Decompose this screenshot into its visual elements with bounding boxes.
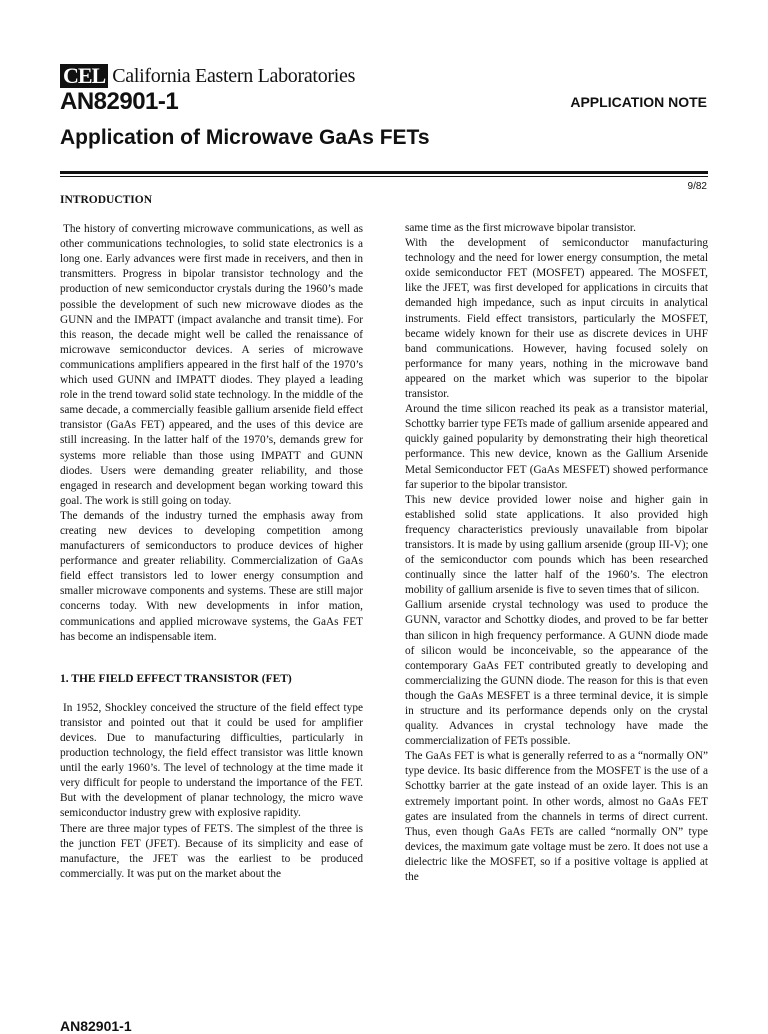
right-paragraph-6: The GaAs FET is what is generally referred to as a “normally ON” type device. Its basic difference from the MOSFET is the use of a Schottky barrier at the gate instead of an oxide layer. This is an extremely important point. In other words, almost no GaAs FET gates are insulated from the channels in terms of direct current. Thus, even though GaAs FETs are called “normally ON” type devices, the maximum gate voltage must be zero. It does not use a dielectric like the MOSFET, so if a positive voltage is applied at the — [405, 750, 708, 884]
right-paragraph-1: same time as the first microwave bipolar transistor. — [405, 222, 636, 234]
company-logo — [60, 62, 355, 90]
document-number: AN82901-1 — [60, 88, 179, 115]
page-footer: AN82901-1 — [60, 1018, 132, 1034]
section-1-paragraph-1: In 1952, Shockley conceived the structure of the field effect type transistor and pointed out that it could be used for amplifier devices. Due to manufacturing difficulties, particularly in production technology, the field effect transistor was little known until the early 1960’s. The level of technology at the time made it very difficult for people to understand the importance of the FET. But with the development of planar technology, the micro wave semiconductor industry grew with explosive rapidity. — [60, 701, 363, 820]
publication-date: 9/82 — [687, 181, 707, 192]
right-column — [405, 221, 708, 885]
section-1-heading: 1. THE FIELD EFFECT TRANSISTOR (FET) — [60, 672, 292, 685]
introduction-heading: INTRODUCTION — [60, 194, 153, 206]
document-type: APPLICATION NOTE — [570, 94, 707, 110]
right-paragraph-2: With the development of semiconductor manufacturing technology and the need for lower energy consumption, the metal oxide semiconductor FET (MOSFET) appeared. The MOSFET, like the JFET, was first developed for applications in circuits that demanded high impedance, such as input circuits in analytical instruments. Field effect transistors, particularly the MOSFET, became widely known for their use as discrete devices in UHF band communications. However, having focused solely on performance for many years, nothing in the microwave band appeared on the market which was superior to the bipolar transistor. — [405, 237, 708, 401]
left-column — [60, 193, 363, 882]
intro-paragraph-2: The demands of the industry turned the emphasis away from creating new devices to developing competition among manufacturers of semiconductors to produce devices of higher performance and greater reliability. Commercialization of GaAs field effect transistors led to lower energy consumption and smaller microwave components and systems. These are still major concerns today. With new developments in infor mation, communications and applied microwave systems, the GaAs FET has become an indispensable item. — [60, 509, 363, 643]
right-paragraph-5: Gallium arsenide crystal technology was used to produce the GUNN, varactor and Schottky diodes, and proved to be far better than silicon in high frequency performance. A GUNN diode made of silicon would be inconceivable, so the appearance of the contemporary GaAs FET contributed greatly to developing and commercializing the GUNN diode. The reason for this is that even though the GaAs MESFET is a three terminal device, it is simple in structure and its performance depends only on the crystal quality. Advances in crystal technology have made the commercialization of FETs possible. — [405, 599, 708, 748]
intro-paragraph-1: The history of converting microwave communications, as well as other communications technologies, to solid state electronics is a long one. Early advances were first made in receivers, and then in transmitters. Progress in bipolar transistor technology and the production of new semiconductor crystals during the 1960’s made possible the development of such new microwave diodes as the GUNN and the IMPATT (impact avalanche and transit time). For this reason, the decade might well be called the renaissance of microwave semiconductor devices. A series of microwave communications amplifiers appeared in the first half of the 1970’s which used GUNN and IMPATT diodes. They played a leading role in the trend toward solid state technology. In the middle of the same decade, a commercially feasible gallium arsenide field effect transistor (GaAs FET) appeared, and the uses of this device are still increasing. In the latter half of the 1970’s, demands grew for systems more reliable than those using IMPATT and GUNN diodes. Users were demanding greater reliability, and those engaged in research and development began working toward this goal. The work is still going on today. — [60, 223, 363, 507]
cel-logo-mark: CEL — [60, 64, 108, 88]
header-rule-thick — [60, 171, 708, 174]
page-title: Application of Microwave GaAs FETs — [60, 126, 430, 149]
company-name: California Eastern Laboratories — [112, 64, 356, 87]
header-rule-thin — [60, 176, 708, 177]
right-paragraph-4: This new device provided lower noise and higher gain in established solid state applications. It also provided high frequency characteristics previously unavailable from bipolar transistors. It is made by using gallium arsenide (group III-V); one of the semiconductor com pounds which has been researched continually since the latter half of the 1960’s. The electron mobility of gallium arsenide is five to seven times that of silicon. — [405, 493, 708, 597]
right-paragraph-3: Around the time silicon reached its peak as a transistor material, Schottky barrier type FETs made of gallium arsenide appeared and quickly gained popularity by demonstrating their high theoretical performance. This new device, known as the Gallium Arsenide Metal Semiconductor FET (GaAs MESFET) showed performance far superior to the bipolar transistor. — [405, 403, 708, 491]
section-1-paragraph-2: There are three major types of FETS. The simplest of the three is the junction FET (JFET). Because of its simplicity and ease of manufacture, the JFET was the earliest to be produced commercially. It was put on the market about the — [60, 822, 363, 880]
